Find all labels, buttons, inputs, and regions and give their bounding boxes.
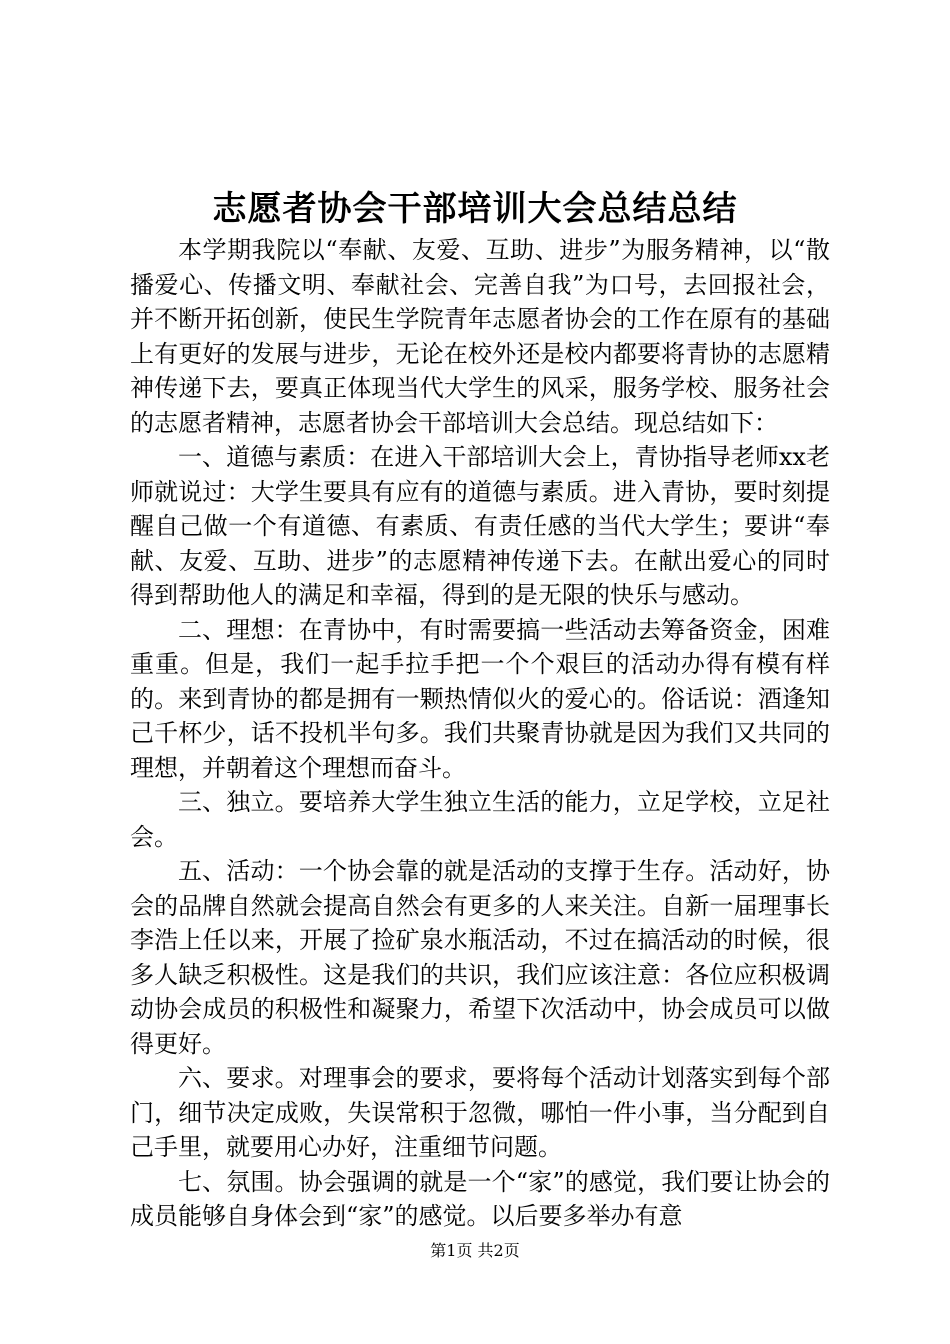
document-title: 志愿者协会干部培训大会总结总结 <box>212 189 738 229</box>
paragraph-activities: 五、活动：一个协会靠的就是活动的支撑于生存。活动好，协会的品牌自然就会提高自然会有更多的人来关注。自新一届理事长李浩上任以来，开展了捡矿泉水瓶活动，不过在搞活动的时候，很多人缺乏积极性。这是我们的共识，我们应该注意：各位应积极调动协会成员的积极性和凝聚力，希望下次活动中，协会成员可以做得更好。 <box>130 857 830 1058</box>
paragraph-independence: 三、独立。要培养大学生独立生活的能力，立足学校，立足社会。 <box>130 788 830 851</box>
document-body <box>130 233 830 1234</box>
paragraph-intro: 本学期我院以“奉献、友爱、互助、进步”为服务精神，以“散播爱心、传播文明、奉献社会、完善自我”为口号，去回报社会，并不断开拓创新，使民生学院青年志愿者协会的工作在原有的基础上有更好的发展与进步，无论在校外还是校内都要将青协的志愿精神传递下去，要真正体现当代大学生的风采，服务学校、服务社会的志愿者精神，志愿者协会干部培训大会总结。现总结如下： <box>130 236 830 437</box>
paragraph-atmosphere: 七、氛围。协会强调的就是一个“家”的感觉，我们要让协会的成员能够自身体会到“家”的感觉。以后要多举办有意 <box>130 1167 830 1230</box>
paragraph-morality: 一、道德与素质：在进入干部培训大会上，青协指导老师xx老师就说过：大学生要具有应有的道德与素质。进入青协，要时刻提醒自己做一个有道德、有素质、有责任感的当代大学生；要讲“奉献、友爱、互助、进步”的志愿精神传递下去。在献出爱心的同时得到帮助他人的满足和幸福，得到的是无限的快乐与感动。 <box>130 443 830 609</box>
paragraph-requirements: 六、要求。对理事会的要求，要将每个活动计划落实到每个部门，细节决定成败，失误常积于忽微，哪怕一件小事，当分配到自己手里，就要用心办好，注重细节问题。 <box>130 1064 830 1161</box>
page-number-footer: 第1页 共2页 <box>430 1241 520 1260</box>
paragraph-ideals: 二、理想：在青协中，有时需要搞一些活动去筹备资金，困难重重。但是，我们一起手拉手把一个个艰巨的活动办得有模有样的。来到青协的都是拥有一颗热情似火的爱心的。俗话说：酒逢知己千杯少，话不投机半句多。我们共聚青协就是因为我们又共同的理想，并朝着这个理想而奋斗。 <box>130 615 830 782</box>
